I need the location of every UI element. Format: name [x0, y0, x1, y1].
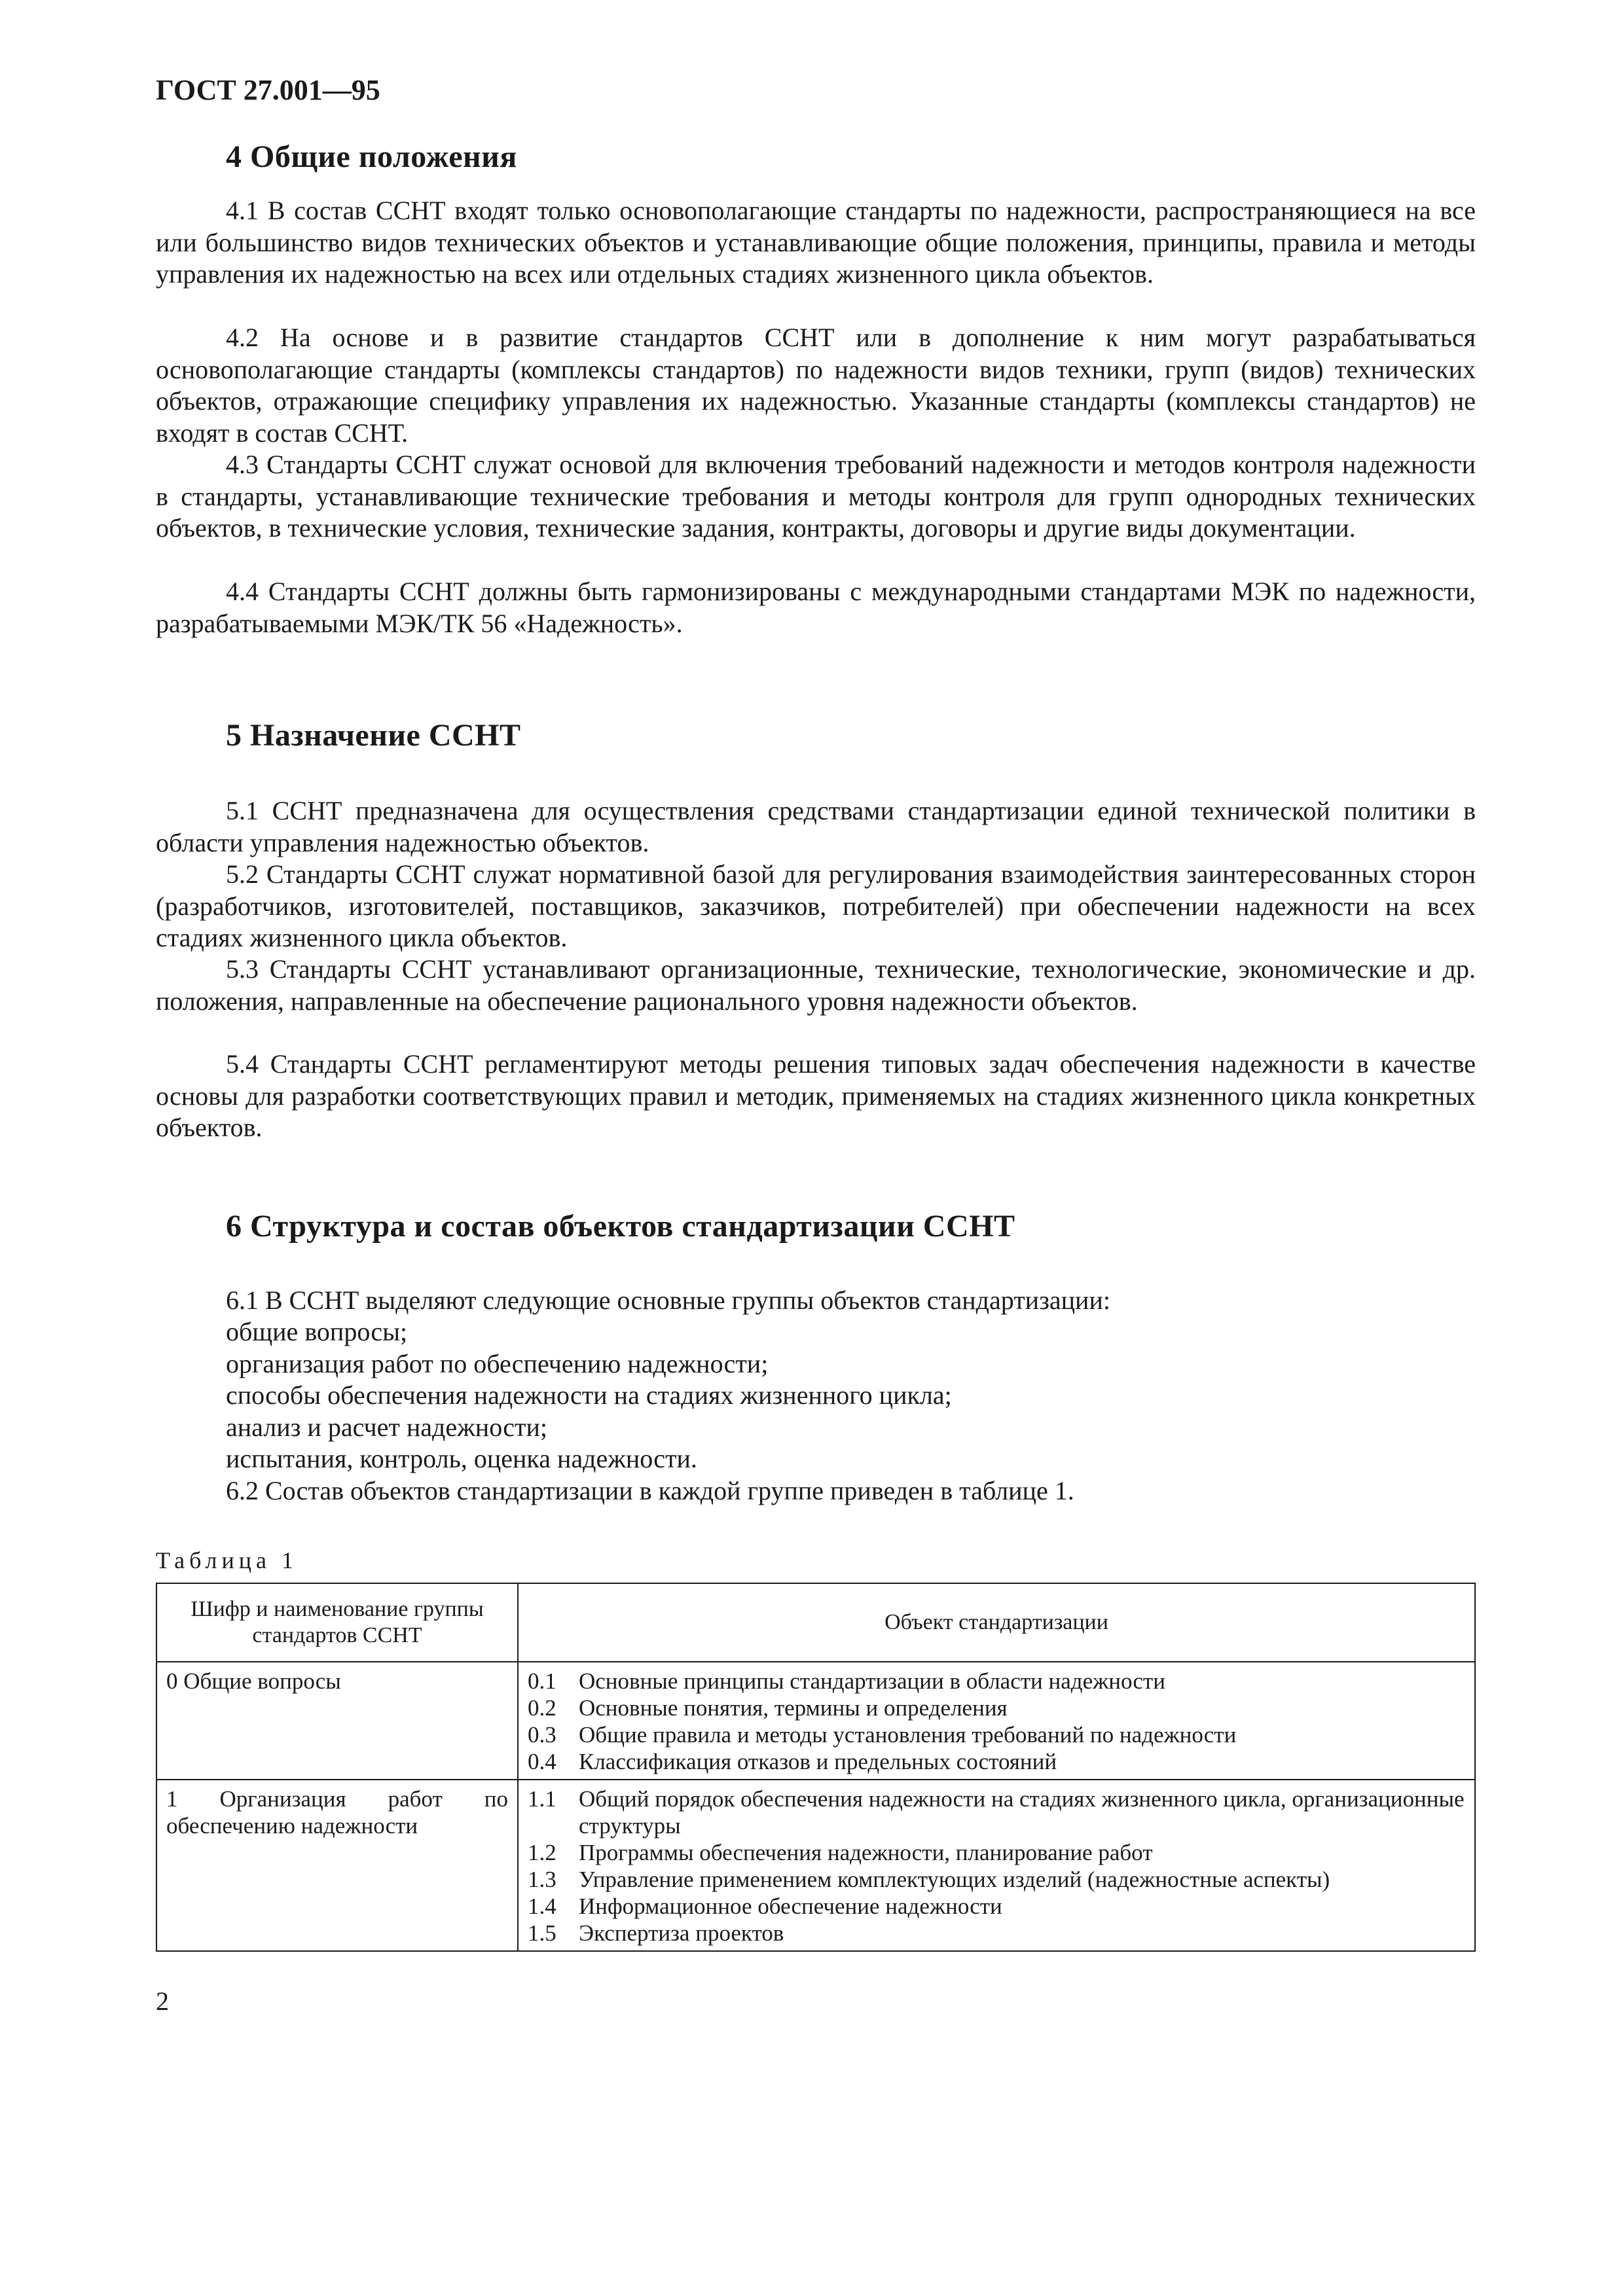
- object-text: Общие правила и методы установления требований по надежности: [579, 1722, 1237, 1748]
- object-item: [528, 1839, 1465, 1866]
- paragraph-6-1: 6.1 В ССНТ выделяют следующие основные группы объектов стандартизации:: [226, 1285, 1110, 1315]
- object-item: [528, 1866, 1465, 1893]
- paragraph-4-3: 4.3 Стандарты ССНТ служат основой для включения требований надежности и методов контроля надежности в стандарты, устанавливающие технические требования и методы контроля для групп однородных технических объектов, в технические условия, технические задания, контракты, договоры и другие виды документации.: [156, 450, 1476, 543]
- objects-cell: [518, 1662, 1475, 1780]
- object-number: 1.2: [528, 1840, 556, 1865]
- object-number: 0.1: [528, 1668, 556, 1694]
- object-number: 0.4: [528, 1749, 556, 1774]
- table-row: [156, 1780, 1475, 1951]
- paragraph-4-4: 4.4 Стандарты ССНТ должны быть гармонизированы с международными стандартами МЭК по надежности, разрабатываемыми МЭК/ТК 56 «Надежность».: [156, 577, 1476, 638]
- object-number: 1.5: [528, 1920, 556, 1946]
- standards-table: [156, 1583, 1476, 1952]
- object-number: 0.2: [528, 1695, 556, 1721]
- group-list-item: способы обеспечения надежности на стадиях жизненного цикла;: [226, 1380, 952, 1410]
- group-list-item: организация работ по обеспечению надежности;: [226, 1349, 769, 1378]
- objects-cell: [518, 1780, 1475, 1951]
- object-text: Общий порядок обеспечения надежности на стадиях жизненного цикла, организационные структуры: [579, 1786, 1465, 1839]
- page-number: 2: [156, 1986, 169, 2016]
- object-text: Программы обеспечения надежности, планирование работ: [579, 1840, 1153, 1865]
- table-row: [156, 1662, 1475, 1780]
- object-text: Основные принципы стандартизации в области надежности: [579, 1668, 1165, 1694]
- object-text: Классификация отказов и предельных состояний: [579, 1749, 1057, 1774]
- section-5-title: 5 Назначение ССНТ: [226, 718, 521, 753]
- standard-code-header: ГОСТ 27.001—95: [156, 74, 380, 106]
- object-item: [528, 1668, 1465, 1695]
- object-number: 0.3: [528, 1722, 556, 1748]
- object-item: [528, 1695, 1465, 1721]
- paragraph-4-1: 4.1 В состав ССНТ входят только основополагающие стандарты по надежности, распространяющиеся на все или большинство видов технических объектов и устанавливающие общие положения, принципы, правила и методы управления их надежностью на всех или отдельных стадиях жизненного цикла объектов.: [156, 196, 1476, 289]
- header-group-code: Шифр и наименование группы стандартов ССНТ: [156, 1583, 518, 1662]
- section-4-title: 4 Общие положения: [226, 139, 517, 174]
- table-caption: Таблица 1: [156, 1547, 298, 1573]
- section-6-title: 6 Структура и состав объектов стандартизации ССНТ: [226, 1209, 1015, 1244]
- group-cell: 0 Общие вопросы: [156, 1662, 518, 1780]
- object-text: Основные понятия, термины и определения: [579, 1695, 1008, 1721]
- table-header-row: [156, 1583, 1475, 1662]
- object-item: [528, 1893, 1465, 1920]
- group-list-item: анализ и расчет надежности;: [226, 1412, 547, 1442]
- object-number: 1.3: [528, 1867, 556, 1892]
- paragraph-5-1: 5.1 ССНТ предназначена для осуществления средствами стандартизации единой технической политики в области управления надежностью объектов.: [156, 796, 1476, 857]
- object-item: [528, 1785, 1465, 1839]
- object-number: 1.1: [528, 1786, 556, 1812]
- group-cell: 1 Организация работ по обеспечению надежности: [156, 1780, 518, 1951]
- object-item: [528, 1721, 1465, 1748]
- object-item: [528, 1748, 1465, 1775]
- paragraph-5-2: 5.2 Стандарты ССНТ служат нормативной базой для регулирования взаимодействия заинтересованных сторон (разработчиков, изготовителей, поставщиков, заказчиков, потребителей) при обеспечении надежности на всех стадиях жизненного цикла объектов.: [156, 859, 1476, 952]
- object-item: [528, 1920, 1465, 1946]
- paragraph-5-4: 5.4 Стандарты ССНТ регламентируют методы решения типовых задач обеспечения надежности в качестве основы для разработки соответствующих правил и методик, применяемых на стадиях жизненного цикла конкретных объектов.: [156, 1049, 1476, 1142]
- group-list-item: испытания, контроль, оценка надежности.: [226, 1444, 697, 1473]
- object-text: Управление применением комплектующих изделий (надежностные аспекты): [579, 1867, 1330, 1892]
- paragraph-4-2: 4.2 На основе и в развитие стандартов ССНТ или в дополнение к ним могут разрабатываться основополагающие стандарты (комплексы стандартов) по надежности видов техники, групп (видов) технических объектов, отражающие специфику управления их надежностью. Указанные стандарты (комплексы стандартов) не входят в состав ССНТ.: [156, 323, 1476, 448]
- object-text: Экспертиза проектов: [579, 1920, 784, 1946]
- object-number: 1.4: [528, 1893, 556, 1919]
- group-list-item: общие вопросы;: [226, 1317, 408, 1346]
- header-object: Объект стандартизации: [518, 1583, 1475, 1662]
- paragraph-6-2: 6.2 Состав объектов стандартизации в каждой группе приведен в таблице 1.: [226, 1476, 1074, 1505]
- paragraph-5-3: 5.3 Стандарты ССНТ устанавливают организационные, технические, технологические, экономические и др. положения, направленные на обеспечение рационального уровня надежности объектов.: [156, 954, 1476, 1016]
- object-text: Информационное обеспечение надежности: [579, 1893, 1002, 1919]
